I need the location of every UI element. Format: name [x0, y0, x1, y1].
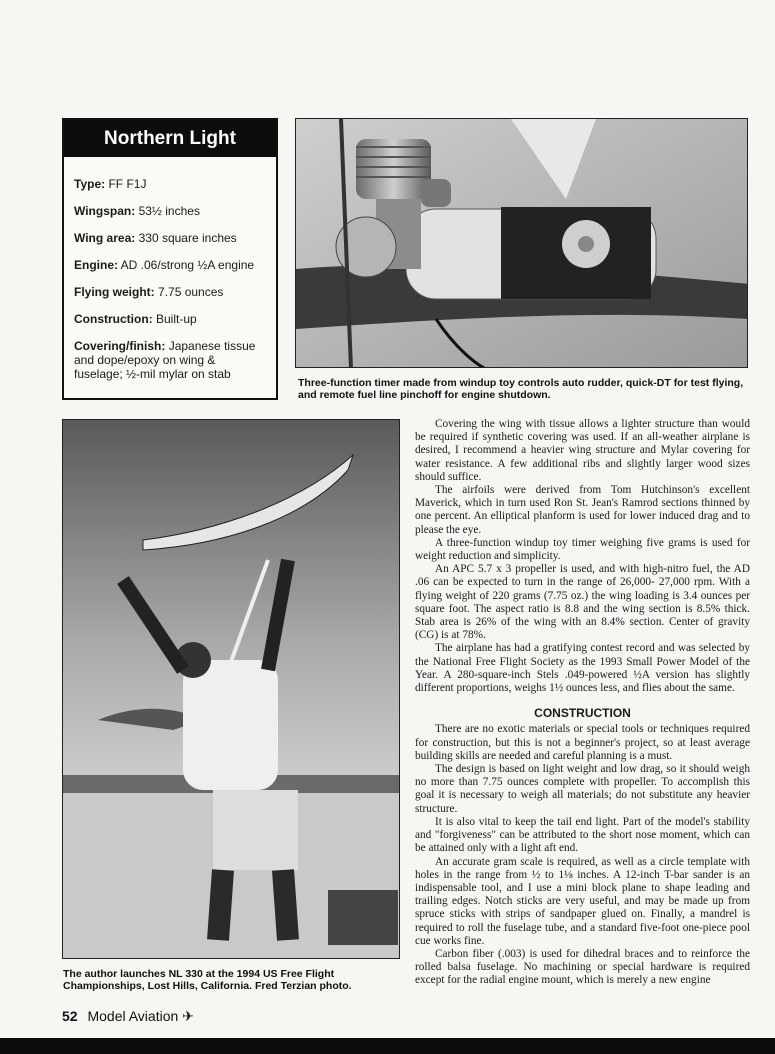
page-number: 52 [62, 1008, 78, 1024]
spec-value: 7.75 ounces [158, 285, 224, 299]
magazine-name: Model Aviation [87, 1008, 179, 1024]
article-paragraph: Carbon fiber (.003) is used for dihedral braces and to reinforce the rolled balsa fuselage. No machining or special hardware is required except for the radial engine mount, which is merely a new engine [415, 947, 750, 987]
spec-value: FF F1J [108, 177, 147, 191]
spec-label: Construction: [74, 312, 153, 326]
launch-photo [62, 419, 400, 959]
spec-type [74, 177, 266, 191]
engine-photo-caption: Three-function timer made from windup toy controls auto rudder, quick-DT for test flying, and remote fuel line pinchoff for engine shutdown. [298, 377, 744, 401]
spec-label: Engine: [74, 258, 118, 272]
spec-value: 330 square inches [138, 231, 237, 245]
article-column [415, 418, 750, 988]
article-paragraph: An accurate gram scale is required, as well as a circle template with holes in the range from ½ to 1⅛ inches. A 12-inch T-bar sander is an indispensable tool, and I use a mini block plane to shape leading and trailing edges. Notch sticks are very useful, and may be made up from spruce sticks with strips of sandpaper glued on. Finally, a mandrel is required to roll the fuselage tube, and a standard five-foot one-piece pool cue works fine. [415, 855, 750, 947]
spec-list [64, 157, 276, 381]
section-heading: CONSTRUCTION [534, 706, 631, 721]
article-paragraph: A three-function windup toy timer weighing five grams is used for weight reduction and simplicity. [415, 536, 750, 563]
spec-label: Wingspan: [74, 204, 136, 218]
bottom-bar [0, 1038, 775, 1054]
spec-engine [74, 258, 266, 272]
article-paragraph: It is also vital to keep the tail end light. Part of the model's stability and "forgiveness" can be attributed to the short nose moment, which can be attained only with a light aft end. [415, 815, 750, 855]
spec-covering [74, 339, 266, 381]
article-paragraph: There are no exotic materials or special tools or techniques required for construction, but this is not a beginner's project, so at least average building skills are needed and careful planning is a must. [415, 723, 750, 762]
article-paragraph: Covering the wing with tissue allows a lighter structure than would be required if synthetic covering was used. If an all-weather airplane is desired, I recommend a heavier wing structure and Mylar covering for water resistance. A few additional ribs and slightly larger wood sizes should suffice. [415, 418, 750, 483]
engine-timer-photo [295, 118, 748, 368]
spec-wingspan [74, 204, 266, 218]
spec-construction [74, 312, 266, 326]
spec-value: Built-up [156, 312, 197, 326]
spec-value: AD .06/strong ½A engine [120, 258, 255, 272]
spec-value: Japanese tissue and dope/epoxy on wing & fuselage; ½-mil mylar on stab [74, 339, 256, 381]
spec-box [62, 118, 278, 400]
spec-wing-area [74, 231, 266, 245]
spec-label: Type: [74, 177, 106, 191]
spec-box-title: Northern Light [64, 120, 276, 157]
launch-photo-caption: The author launches NL 330 at the 1994 US Free Flight Championships, Lost Hills, California. Fred Terzian photo. [63, 968, 352, 992]
spec-label: Flying weight: [74, 285, 155, 299]
spec-value: 53½ inches [138, 204, 200, 218]
article-paragraph: An APC 5.7 x 3 propeller is used, and with high-nitro fuel, the AD .06 can be expected to turn in the range of 26,000- 27,000 rpm. With a flying weight of 220 grams (7.75 oz.) the wing loading is 3.4 ounces per square foot. The aspect ratio is 8.8 and the wing section is 8.5% thick. Stab area is 26% of the wing with an 8.4% section. Center of gravity (CG) is at 78%. [415, 563, 750, 642]
article-paragraph: The airfoils were derived from Tom Hutchinson's excellent Maverick, which in turn used Ron St. Jean's Ramrod sections thinned by one percent. An elliptical planform is used for lower induced drag and to please the eye. [415, 484, 750, 536]
spec-label: Covering/finish: [74, 339, 166, 353]
spec-flying-weight [74, 285, 266, 299]
airplane-icon: ✈ [182, 1008, 194, 1024]
spec-label: Wing area: [74, 231, 136, 245]
article-paragraph: The design is based on light weight and low drag, so it should weigh no more than 7.75 ounces complete with propeller. To accomplish this goal it is necessary to weigh all materials; do not substitute any heavier structure. [415, 763, 750, 815]
engine-photo-illustration [296, 119, 748, 368]
launch-photo-illustration [63, 420, 400, 959]
article-paragraph: The airplane has had a gratifying contest record and was selected by the National Free Flight Society as the 1993 Small Power Model of the Year. A 280-square-inch Stels .049-powered ½A version has slightly different proportions, weighs 1½ ounces less, and flies about the same. [415, 642, 750, 695]
page-footer [62, 1008, 194, 1025]
